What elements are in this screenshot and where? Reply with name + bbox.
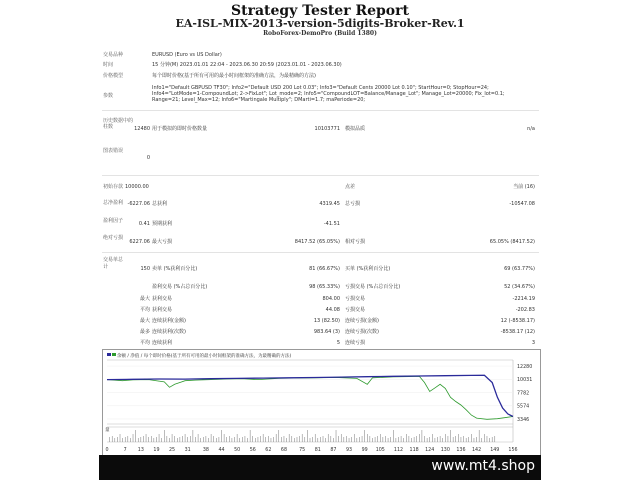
loss-trades-value: 52 (34.67%) bbox=[504, 284, 535, 290]
largest-label: 最大 bbox=[139, 296, 150, 302]
x-tick-label: 87 bbox=[330, 448, 337, 453]
short-label: 卖单 (%获利百分比) bbox=[152, 266, 198, 272]
x-tick-label: 149 bbox=[490, 448, 500, 453]
x-tick-label: 7 bbox=[123, 448, 127, 453]
chart-legend: 余额 / 净值 / 每个即时价格(基于所有可用的最小时间框架的准确方法，为最精确的方法) bbox=[117, 354, 292, 359]
symbol-label: 交易品种 bbox=[103, 52, 124, 58]
avg-cons-losses-value: 3 bbox=[531, 340, 535, 346]
series-line bbox=[107, 375, 513, 416]
pf-label: 盈利因子 bbox=[103, 218, 124, 224]
x-tick-label: 19 bbox=[153, 448, 160, 453]
long-label: 买单 (%获利百分比) bbox=[345, 266, 391, 272]
maximal-cons-loss-value: -8538.17 (12) bbox=[500, 329, 535, 335]
avg-label: 平均 bbox=[139, 307, 150, 313]
x-tick-label: 56 bbox=[249, 448, 256, 453]
balance-chart bbox=[102, 349, 541, 456]
maximal-cons-profit-value: 983.64 (3) bbox=[313, 329, 340, 335]
x-tick-label: 13 bbox=[137, 448, 144, 453]
largest-profit-label: 获利交易 bbox=[152, 296, 173, 302]
watermark-banner bbox=[99, 455, 541, 480]
largest-loss-value: -2214.19 bbox=[512, 296, 535, 302]
spread-value: 当前 (16) bbox=[513, 184, 535, 190]
avg-profit-label: 获利交易 bbox=[152, 307, 173, 313]
y-tick-label: 5574 bbox=[517, 404, 530, 410]
total-trades-label: 交易单总计 bbox=[103, 257, 124, 270]
period-label: 时间 bbox=[103, 62, 114, 68]
x-tick-label: 93 bbox=[345, 448, 353, 453]
x-tick-label: 118 bbox=[409, 448, 419, 453]
avg2-label: 平均 bbox=[139, 340, 150, 346]
legend-swatch bbox=[107, 353, 111, 356]
rel-dd-value: 65.05% (8417.52) bbox=[489, 239, 535, 245]
x-tick-label: 105 bbox=[375, 448, 385, 453]
x-tick-label: 68 bbox=[280, 448, 288, 453]
series-line bbox=[107, 376, 513, 419]
x-tick-label: 44 bbox=[218, 448, 225, 453]
symbol-value: EURUSD (Euro vs US Dollar) bbox=[152, 52, 222, 58]
x-tick-label: 0 bbox=[105, 448, 109, 453]
x-tick-label: 38 bbox=[202, 448, 209, 453]
model-value: 每个即时价格(基于所有可用的最小时间框架的准确方法，为最精确的方法) bbox=[152, 73, 316, 79]
largest-profit-value: 804.00 bbox=[322, 296, 340, 302]
rel-dd-label: 相对亏损 bbox=[345, 239, 366, 245]
gross-loss-label: 总亏损 bbox=[345, 201, 361, 207]
x-tick-label: 25 bbox=[169, 448, 176, 453]
pf-value: 0.41 bbox=[138, 221, 150, 227]
divider bbox=[102, 252, 539, 253]
maximal-label: 最多 bbox=[139, 329, 150, 335]
profit-trades-value: 98 (65.33%) bbox=[309, 284, 340, 290]
max-dd-label: 最大亏损 bbox=[152, 239, 173, 245]
x-tick-label: 31 bbox=[184, 448, 191, 453]
report-subtitle: EA-ISL-MIX-2013-version-5digits-Broker-Rev.1 bbox=[175, 17, 465, 30]
profit-trades-label: 盈利交易 (%占总百分比) bbox=[152, 284, 208, 290]
quality-value: n/a bbox=[527, 126, 535, 132]
ticks-label: 用于模拟的即时价格数量 bbox=[152, 126, 208, 132]
gross-profit-value: 4319.45 bbox=[319, 201, 340, 207]
spread-label: 点差 bbox=[345, 184, 356, 190]
total-trades-value: 150 bbox=[140, 266, 150, 272]
x-tick-label: 99 bbox=[361, 448, 368, 453]
long-value: 69 (63.77%) bbox=[504, 266, 535, 272]
loss-trades-label: 亏损交易 (%占总百分比) bbox=[345, 284, 401, 290]
abs-dd-value: 6227.06 bbox=[129, 239, 150, 245]
bars-label: 历史数据中的柱数 bbox=[103, 118, 134, 130]
avg-cons-wins-label: 连续获利 bbox=[152, 340, 173, 346]
params-label: 参数 bbox=[103, 93, 114, 99]
errors-label: 图表错误 bbox=[103, 148, 124, 154]
errors-value: 0 bbox=[146, 155, 150, 161]
bars-value: 12480 bbox=[134, 126, 150, 132]
largest-loss-label: 亏损交易 bbox=[345, 296, 366, 302]
deposit-value: 10000.00 bbox=[125, 184, 149, 190]
ticks-value: 10103771 bbox=[314, 126, 340, 132]
divider bbox=[102, 175, 539, 176]
watermark-text: www.mt4.shop bbox=[431, 458, 535, 474]
max-cons-wins-label: 连续获利(金额) bbox=[152, 318, 186, 324]
balance-chart-svg bbox=[103, 350, 540, 455]
params-value: Info1="Default GBPUSD TF30"; Info2="Default USD 200 Lot 0.03"; Info3="Default Cents 20000 Lot 0.10"; StartHour=0; StopHour=24; Info4="LotMode=1-CompoundLot; 2->FixLot"; Lot_mode=2; Info5="CompoundLOT=Balance/Manage_Lot"; Manage_Lot=20000; Fix_lot=0.1; Range=21; Level_Max=12; Info6="Martingale Multiply"; DMarti=1.7; maPeriode=20; bbox=[152, 85, 505, 104]
abs-dd-label: 绝对亏损 bbox=[103, 235, 124, 241]
avg-loss-value: -202.83 bbox=[515, 307, 535, 313]
net-label: 总净盈利 bbox=[103, 200, 124, 206]
server-label: RoboForex-DemoPro (Build 1380) bbox=[263, 30, 377, 37]
x-tick-label: 62 bbox=[265, 448, 272, 453]
max-cons-losses-label: 连续亏损(金额) bbox=[345, 318, 379, 324]
avg-cons-losses-label: 连续亏损 bbox=[345, 340, 366, 346]
gross-profit-label: 总获利 bbox=[152, 201, 168, 207]
y-tick-label: 10031 bbox=[517, 378, 533, 384]
max-dd-value: 8417.52 (65.05%) bbox=[294, 239, 340, 245]
x-tick-label: 81 bbox=[314, 448, 321, 453]
net-value: -6227.06 bbox=[127, 201, 150, 207]
divider bbox=[102, 110, 539, 111]
x-tick-label: 142 bbox=[471, 448, 482, 453]
x-tick-label: 50 bbox=[234, 448, 241, 453]
model-label: 价格模型 bbox=[103, 73, 124, 79]
gross-loss-value: -10547.08 bbox=[509, 201, 535, 207]
max-label: 最大 bbox=[139, 318, 150, 324]
x-tick-label: 124 bbox=[425, 448, 435, 453]
payoff-value: -41.51 bbox=[323, 221, 340, 227]
y-tick-label: 3346 bbox=[517, 417, 530, 423]
report-title: Strategy Tester Report bbox=[231, 3, 409, 19]
x-tick-label: 75 bbox=[299, 448, 306, 453]
x-tick-label: 130 bbox=[440, 448, 450, 453]
avg-loss-label: 亏损交易 bbox=[345, 307, 366, 313]
maximal-cons-loss-label: 连续亏损(次数) bbox=[345, 329, 379, 335]
x-tick-label: 136 bbox=[456, 448, 466, 453]
deposit-label: 初始存款 bbox=[103, 184, 124, 190]
avg-profit-value: 44.08 bbox=[325, 307, 340, 313]
period-value: 15 分钟(M) 2023.01.01 22:04 - 2023.06.30 20:59 (2023.01.01 - 2023.06.30) bbox=[152, 62, 342, 68]
short-value: 81 (66.67%) bbox=[309, 266, 340, 272]
x-tick-label: 156 bbox=[508, 448, 518, 453]
avg-cons-wins-value: 5 bbox=[336, 340, 340, 346]
legend-swatch bbox=[112, 353, 116, 356]
max-cons-losses-value: 12 (-8538.17) bbox=[500, 318, 535, 324]
y-tick-label: 12280 bbox=[517, 364, 533, 370]
maximal-cons-profit-label: 连续获利(次数) bbox=[152, 329, 186, 335]
y-tick-label: 7782 bbox=[517, 391, 530, 397]
max-cons-wins-value: 13 (82.50) bbox=[313, 318, 340, 324]
payoff-label: 预期获利 bbox=[152, 221, 173, 227]
quality-label: 模拟品质 bbox=[345, 126, 366, 132]
volume-label: 量 bbox=[105, 428, 110, 433]
x-tick-label: 112 bbox=[393, 448, 404, 453]
